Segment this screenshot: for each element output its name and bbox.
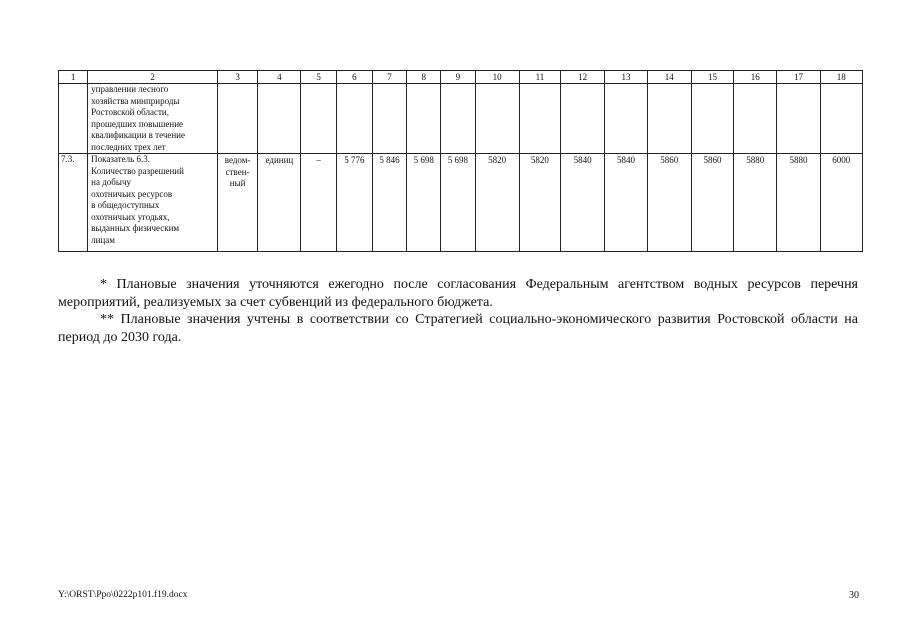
empty-cell [258,84,301,154]
column-number-row [59,71,863,84]
empty-cell [217,84,257,154]
empty-cell [519,84,560,154]
column-number-header: 14 [647,71,691,84]
continuation-number-cell [59,84,88,154]
value-cell: 5840 [605,154,647,252]
unit-cell: единиц [258,154,301,252]
empty-cell [820,84,862,154]
column-number-header: 10 [475,71,519,84]
column-number-header: 13 [605,71,647,84]
column-number-header: 1 [59,71,88,84]
column-number-header: 16 [734,71,777,84]
value-cell: 5 846 [372,154,406,252]
empty-cell [475,84,519,154]
value-cell: 5840 [561,154,605,252]
value-cell: 5 776 [336,154,372,252]
value-cell: 5880 [777,154,820,252]
page-number: 30 [849,590,859,601]
column-number-header: 5 [301,71,336,84]
column-number-header: 2 [88,71,218,84]
empty-cell [336,84,372,154]
continuation-name-cell: управлении лесного хозяйства минприроды Ростовской области, прошедших повышение квалификации в течение последних трех лет [88,84,218,154]
footnote-1 [58,276,858,312]
value-cell: 5860 [647,154,691,252]
footnote-1-text: * Плановые значения уточняются ежегодно после согласования Федеральным агентством водных ресурсов перечня мероприятий, реализуемых за счет субвенций из федерального бюджета. [58,277,858,310]
empty-cell [777,84,820,154]
column-number-header: 4 [258,71,301,84]
value-cell: 5 698 [441,154,475,252]
empty-cell [372,84,406,154]
column-number-header: 9 [441,71,475,84]
column-number-header: 8 [407,71,441,84]
column-number-header: 17 [777,71,820,84]
value-cell: 5820 [519,154,560,252]
col5-cell: – [301,154,336,252]
empty-cell [301,84,336,154]
value-cell: 6000 [820,154,862,252]
empty-cell [561,84,605,154]
value-cell: 5860 [691,154,733,252]
column-number-header: 15 [691,71,733,84]
column-number-header: 11 [519,71,560,84]
footer-file-path: Y:\ORST\Ppo\0222p101.f19.docx [58,590,188,600]
empty-cell [734,84,777,154]
empty-cell [647,84,691,154]
indicator-table [58,70,863,252]
empty-cell [441,84,475,154]
row-number-cell: 7.3. [59,154,88,252]
empty-cell [407,84,441,154]
value-cell: 5 698 [407,154,441,252]
continuation-row [59,84,863,154]
footnote-2-text: ** Плановые значения учтены в соответствии со Стратегией социально-экономического развития Ростовской области на период до 2030 года. [58,312,858,345]
indicator-row [59,154,863,252]
indicator-type-cell: ведом- ствен- ный [217,154,257,252]
column-number-header: 12 [561,71,605,84]
column-number-header: 18 [820,71,862,84]
value-cell: 5820 [475,154,519,252]
value-cell: 5880 [734,154,777,252]
column-number-header: 7 [372,71,406,84]
column-number-header: 6 [336,71,372,84]
indicator-name-cell: Показатель 6.3. Количество разрешений на добычу охотничьих ресурсов в общедоступных охотничьих угодьях, выданных физическим лицам [88,154,218,252]
empty-cell [605,84,647,154]
empty-cell [691,84,733,154]
column-number-header: 3 [217,71,257,84]
footnote-2 [58,311,858,347]
